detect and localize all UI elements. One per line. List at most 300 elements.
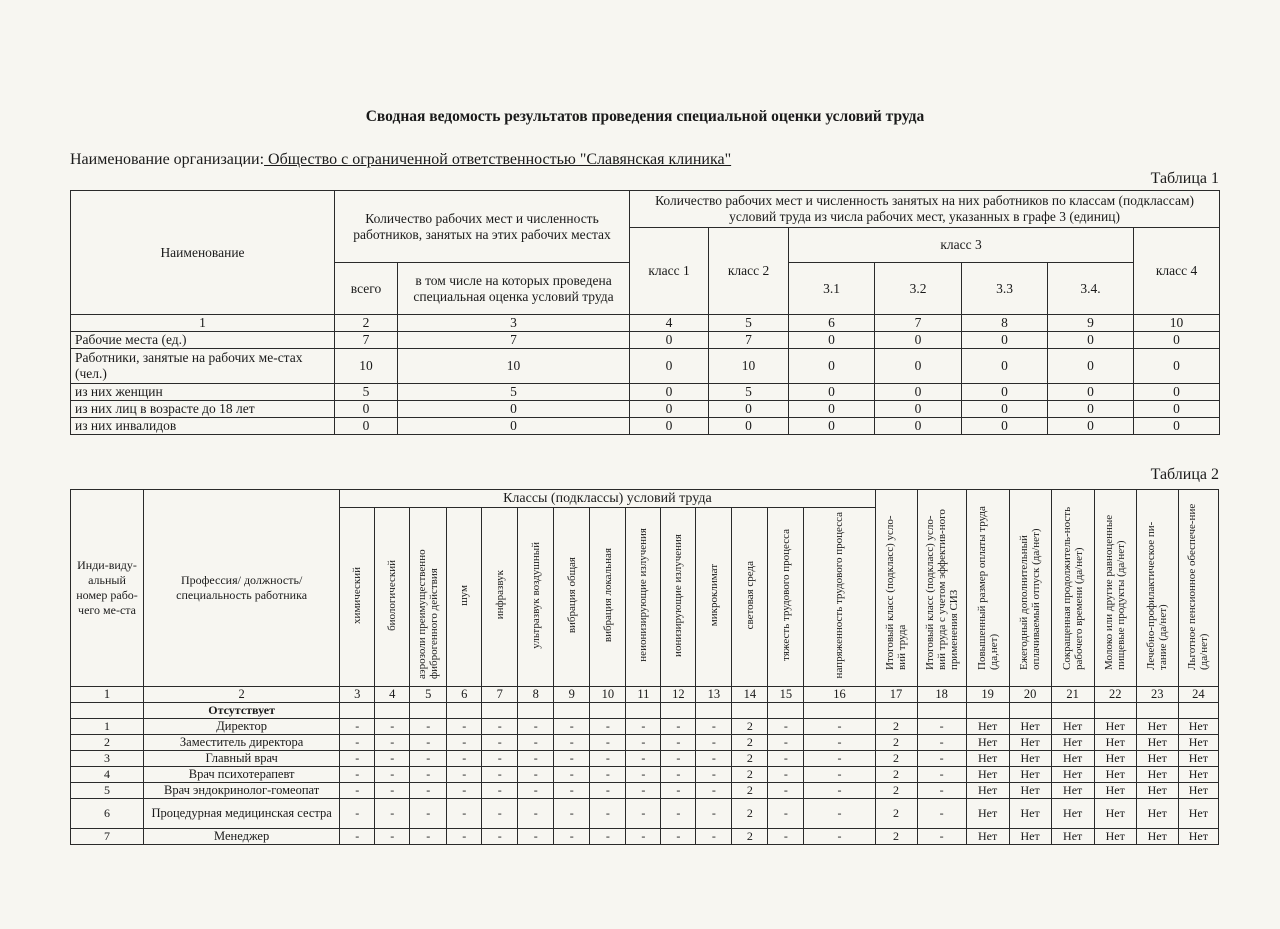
- t1-cell: 0: [962, 384, 1048, 401]
- t1-header-3-1: 3.1: [789, 263, 875, 315]
- t2-cell: -: [804, 767, 875, 783]
- t2-section-empty: [732, 703, 768, 719]
- t2-cell: Нет: [1178, 767, 1218, 783]
- t1-cell: 0: [1134, 418, 1220, 435]
- t2-cell: -: [447, 735, 482, 751]
- t2-colnum: 16: [804, 687, 875, 703]
- t2-section-row: [71, 703, 1219, 719]
- t2-header-result-label: Ежегодный дополнительный оплачиваемый отпуск (да/нет): [1018, 528, 1043, 670]
- t1-colnum: 1: [71, 315, 335, 332]
- t2-cell: -: [768, 719, 804, 735]
- t2-cell: Нет: [1009, 829, 1051, 845]
- t2-row-profession: Врач психотерапевт: [144, 767, 340, 783]
- t1-row-label: из них женщин: [71, 384, 335, 401]
- t1-cell: 10: [398, 349, 630, 384]
- t2-cell: Нет: [966, 783, 1009, 799]
- t1-row: [71, 418, 1220, 435]
- t1-cell: 0: [789, 401, 875, 418]
- t2-cell: 2: [875, 735, 917, 751]
- t2-cell: -: [375, 767, 410, 783]
- t2-section-empty: [966, 703, 1009, 719]
- t2-section-empty: [875, 703, 917, 719]
- t2-colnum: 11: [626, 687, 661, 703]
- t2-colnum: 4: [375, 687, 410, 703]
- t2-cell: Нет: [1136, 799, 1178, 829]
- t2-cell: -: [375, 783, 410, 799]
- t1-column-numbers: [71, 315, 1220, 332]
- t2-header-factor-label: вибрация общая: [565, 556, 578, 634]
- t2-cell: Нет: [966, 719, 1009, 735]
- t2-cell: -: [375, 735, 410, 751]
- t2-section-empty: [340, 703, 375, 719]
- t1-header-3-2: 3.2: [875, 263, 962, 315]
- t1-cell: 0: [1048, 349, 1134, 384]
- t2-header-factor: [804, 508, 875, 687]
- t2-cell: -: [340, 751, 375, 767]
- t2-cell: Нет: [1136, 783, 1178, 799]
- t2-cell: Нет: [1094, 735, 1136, 751]
- t2-header-result-label: Льготное пенсионное обеспече-ние (да/нет): [1186, 503, 1211, 670]
- t2-cell: Нет: [1009, 751, 1051, 767]
- t2-cell: -: [554, 719, 590, 735]
- t1-cell: 0: [962, 349, 1048, 384]
- t2-row-profession: Заместитель директора: [144, 735, 340, 751]
- t1-cell: 0: [1134, 349, 1220, 384]
- t2-cell: Нет: [1051, 767, 1094, 783]
- t2-cell: -: [661, 719, 696, 735]
- t2-section-empty: [482, 703, 518, 719]
- t1-header-assessed: в том числе на которых проведена специальная оценка условий труда: [398, 263, 630, 315]
- t2-colnum: 24: [1178, 687, 1218, 703]
- t2-cell: -: [804, 751, 875, 767]
- t2-cell: Нет: [966, 735, 1009, 751]
- t2-cell: -: [482, 783, 518, 799]
- t2-cell: -: [554, 767, 590, 783]
- t2-cell: Нет: [1094, 829, 1136, 845]
- t2-cell: -: [518, 829, 554, 845]
- t1-cell: 0: [962, 401, 1048, 418]
- t2-colnum: 23: [1136, 687, 1178, 703]
- t1-cell: 0: [962, 418, 1048, 435]
- document-title: Сводная ведомость результатов проведения специальной оценки условий труда: [365, 108, 925, 125]
- t2-cell: -: [554, 829, 590, 845]
- t2-cell: -: [518, 799, 554, 829]
- t2-row: [71, 735, 1219, 751]
- t2-cell: -: [375, 829, 410, 845]
- t2-cell: Нет: [1094, 799, 1136, 829]
- t2-colnum: 18: [917, 687, 966, 703]
- t2-cell: Нет: [966, 799, 1009, 829]
- t1-cell: 0: [709, 401, 789, 418]
- t1-cell: 0: [709, 418, 789, 435]
- t2-cell: -: [554, 783, 590, 799]
- t2-cell: -: [518, 735, 554, 751]
- t2-cell: Нет: [1094, 783, 1136, 799]
- t2-cell: 2: [732, 783, 768, 799]
- t2-section-empty: [410, 703, 447, 719]
- t2-header-factor: [518, 508, 554, 687]
- t1-cell: 0: [789, 332, 875, 349]
- t2-cell: -: [482, 767, 518, 783]
- t2-row-id: 7: [71, 829, 144, 845]
- t1-cell: 5: [398, 384, 630, 401]
- t2-cell: Нет: [1051, 719, 1094, 735]
- t1-cell: 0: [1134, 332, 1220, 349]
- t1-cell: 10: [335, 349, 398, 384]
- t2-cell: -: [696, 799, 732, 829]
- t2-colnum: 8: [518, 687, 554, 703]
- t2-cell: -: [768, 783, 804, 799]
- t1-cell: 5: [709, 384, 789, 401]
- t2-header-factor-label: неионизирующие излучения: [637, 528, 650, 662]
- t2-section-empty: [1051, 703, 1094, 719]
- t2-section-empty: [1009, 703, 1051, 719]
- t2-header-factor: [375, 508, 410, 687]
- t2-header-result-label: Итоговый класс (подкласс) усло-вий труда: [884, 515, 909, 670]
- t2-cell: -: [626, 783, 661, 799]
- t2-row: [71, 719, 1219, 735]
- t2-header-classes-group: Классы (подклассы) условий труда: [340, 490, 875, 508]
- t2-header-factor: [661, 508, 696, 687]
- t1-colnum: 4: [630, 315, 709, 332]
- t2-colnum: 13: [696, 687, 732, 703]
- t2-cell: -: [410, 719, 447, 735]
- t2-cell: Нет: [1178, 783, 1218, 799]
- t1-cell: 0: [630, 401, 709, 418]
- t1-row-label: из них инвалидов: [71, 418, 335, 435]
- t1-header-classes-group: Количество рабочих мест и численность занятых на них работников по классам (подклассам) условий труда из числа рабочих мест, указанных в графе 3 (единиц): [630, 191, 1220, 228]
- t2-cell: 2: [875, 751, 917, 767]
- t1-cell: 7: [709, 332, 789, 349]
- t1-cell: 0: [1048, 384, 1134, 401]
- t2-cell: Нет: [1178, 751, 1218, 767]
- t2-cell: Нет: [1178, 799, 1218, 829]
- t2-cell: -: [340, 767, 375, 783]
- t2-cell: -: [917, 783, 966, 799]
- t2-cell: Нет: [1009, 783, 1051, 799]
- t2-cell: Нет: [966, 751, 1009, 767]
- t2-cell: -: [482, 829, 518, 845]
- t2-header-factor-label: инфразвук: [493, 570, 506, 620]
- t1-row: [71, 332, 1220, 349]
- t1-cell: 0: [630, 332, 709, 349]
- t2-header-factor: [340, 508, 375, 687]
- t2-section-empty: [518, 703, 554, 719]
- t1-cell: 5: [335, 384, 398, 401]
- t2-cell: Нет: [1178, 735, 1218, 751]
- t2-row: [71, 767, 1219, 783]
- t2-cell: -: [518, 783, 554, 799]
- t2-colnum: 20: [1009, 687, 1051, 703]
- t2-row: [71, 783, 1219, 799]
- t2-cell: -: [661, 829, 696, 845]
- t2-column-numbers: [71, 687, 1219, 703]
- t1-row-label: из них лиц в возрасте до 18 лет: [71, 401, 335, 418]
- t2-header-factor-label: световая среда: [743, 560, 756, 630]
- organization-label: Наименование организации:: [70, 151, 265, 168]
- t1-colnum: 3: [398, 315, 630, 332]
- t2-cell: Нет: [1051, 783, 1094, 799]
- t2-row-id: 4: [71, 767, 144, 783]
- t2-cell: -: [626, 735, 661, 751]
- t2-cell: -: [917, 735, 966, 751]
- table2-caption: Таблица 2: [1150, 466, 1219, 483]
- t1-cell: 0: [335, 418, 398, 435]
- t1-row: [71, 349, 1220, 384]
- t2-colnum: 1: [71, 687, 144, 703]
- t2-colnum: 9: [554, 687, 590, 703]
- t1-header-class4: класс 4: [1134, 228, 1220, 315]
- t2-cell: Нет: [1051, 735, 1094, 751]
- t2-cell: 2: [875, 799, 917, 829]
- t2-cell: -: [554, 751, 590, 767]
- t2-cell: -: [626, 829, 661, 845]
- t2-row-id: 2: [71, 735, 144, 751]
- t2-header-factor-label: вибрация локальная: [601, 547, 614, 643]
- t2-cell: -: [661, 799, 696, 829]
- t2-header-result: [1009, 490, 1051, 687]
- t1-colnum: 8: [962, 315, 1048, 332]
- t2-cell: -: [804, 719, 875, 735]
- t2-cell: -: [590, 735, 626, 751]
- t2-cell: -: [375, 751, 410, 767]
- t2-header-result: [966, 490, 1009, 687]
- t2-cell: -: [804, 799, 875, 829]
- t2-header-profession: Профессия/ должность/ специальность работника: [144, 490, 340, 687]
- t2-header-result: [1051, 490, 1094, 687]
- t2-cell: 2: [875, 783, 917, 799]
- organization-name: Общество с ограниченной ответственностью "Славянская клиника": [264, 151, 732, 168]
- t2-colnum: 6: [447, 687, 482, 703]
- t2-cell: Нет: [1136, 751, 1178, 767]
- t1-cell: 0: [335, 401, 398, 418]
- t2-cell: -: [768, 735, 804, 751]
- t2-header-factor: [696, 508, 732, 687]
- t2-cell: -: [447, 767, 482, 783]
- t2-header-factor: [554, 508, 590, 687]
- t2-cell: -: [482, 751, 518, 767]
- t2-cell: -: [590, 783, 626, 799]
- t2-cell: -: [626, 799, 661, 829]
- t2-section-empty: [590, 703, 626, 719]
- t2-header-factor: [626, 508, 661, 687]
- t1-cell: 0: [875, 349, 962, 384]
- t2-cell: -: [410, 735, 447, 751]
- t2-colnum: 21: [1051, 687, 1094, 703]
- t1-colnum: 7: [875, 315, 962, 332]
- t2-row-id: 1: [71, 719, 144, 735]
- t2-colnum: 22: [1094, 687, 1136, 703]
- t2-cell: Нет: [1051, 829, 1094, 845]
- t2-cell: -: [375, 719, 410, 735]
- t2-section-empty: [1178, 703, 1218, 719]
- t2-cell: Нет: [1009, 767, 1051, 783]
- t2-section-empty: [696, 703, 732, 719]
- t2-colnum: 3: [340, 687, 375, 703]
- t2-colnum: 7: [482, 687, 518, 703]
- t2-header-factor: [732, 508, 768, 687]
- t2-section-empty: [661, 703, 696, 719]
- t2-header-factor-label: аэрозоли преимущественно фиброгенного действия: [416, 549, 441, 679]
- t2-header-result-label: Итоговый класс (подкласс) усло-вий труда с учетом эффектив-ного применения СИЗ: [923, 509, 960, 670]
- t2-colnum: 5: [410, 687, 447, 703]
- t1-cell: 0: [875, 418, 962, 435]
- t2-section-empty: [71, 703, 144, 719]
- t2-section-empty: [1094, 703, 1136, 719]
- t2-cell: -: [590, 767, 626, 783]
- t2-cell: -: [804, 735, 875, 751]
- t2-header-result-label: Молоко или другие равноценные пищевые продукты (да/нет): [1103, 514, 1128, 670]
- t1-cell: 0: [789, 384, 875, 401]
- t1-cell: 0: [398, 401, 630, 418]
- t2-cell: -: [554, 735, 590, 751]
- t2-header-result: [1178, 490, 1218, 687]
- t2-colnum: 2: [144, 687, 340, 703]
- t2-cell: -: [447, 751, 482, 767]
- t1-cell: 0: [1048, 332, 1134, 349]
- t2-header-result-label: Повышенный размер оплаты труда (да,нет): [975, 506, 1000, 670]
- t2-header-factor-label: напряженность трудового процесса: [833, 511, 846, 679]
- t2-row: [71, 751, 1219, 767]
- t2-section-empty: [447, 703, 482, 719]
- t1-cell: 0: [789, 349, 875, 384]
- t1-colnum: 9: [1048, 315, 1134, 332]
- t2-cell: -: [768, 799, 804, 829]
- t2-row-id: 3: [71, 751, 144, 767]
- t1-colnum: 10: [1134, 315, 1220, 332]
- t2-cell: -: [340, 799, 375, 829]
- t2-cell: Нет: [1051, 751, 1094, 767]
- t2-header-result-label: Сокращенная продолжитель-ность рабочего времени (да/нет): [1060, 506, 1085, 670]
- t2-cell: 2: [875, 767, 917, 783]
- t2-cell: -: [410, 751, 447, 767]
- t1-cell: 0: [630, 384, 709, 401]
- t1-header-class1: класс 1: [630, 228, 709, 315]
- t2-cell: Нет: [1178, 719, 1218, 735]
- t2-header-factor: [482, 508, 518, 687]
- t1-header-total: всего: [335, 263, 398, 315]
- t2-cell: Нет: [1136, 829, 1178, 845]
- t2-header-factor-label: биологический: [386, 559, 399, 631]
- t2-row-id: 5: [71, 783, 144, 799]
- t2-row-profession: Процедурная медицинская сестра: [144, 799, 340, 829]
- t1-cell: 0: [875, 384, 962, 401]
- t2-cell: -: [375, 799, 410, 829]
- t2-cell: Нет: [966, 767, 1009, 783]
- t2-colnum: 17: [875, 687, 917, 703]
- t2-cell: -: [410, 783, 447, 799]
- t2-row: [71, 829, 1219, 845]
- t1-cell: 0: [630, 349, 709, 384]
- t2-header-id: Инди-виду-альный номер рабо-чего ме-ста: [71, 490, 144, 687]
- t1-header-class3: класс 3: [789, 228, 1134, 263]
- t2-section-empty: [626, 703, 661, 719]
- t2-cell: Нет: [1094, 767, 1136, 783]
- t2-cell: -: [804, 783, 875, 799]
- t2-cell: 2: [732, 751, 768, 767]
- t2-cell: Нет: [1136, 735, 1178, 751]
- t2-header-factor: [410, 508, 447, 687]
- table1: [70, 190, 1220, 435]
- t1-row-label: Работники, занятые на рабочих ме-стах (чел.): [71, 349, 335, 384]
- t2-cell: -: [917, 751, 966, 767]
- t2-section-empty: [554, 703, 590, 719]
- t1-header-workplaces-group: Количество рабочих мест и численность работников, занятых на этих рабочих местах: [335, 191, 630, 263]
- t2-cell: -: [917, 719, 966, 735]
- t2-cell: -: [768, 767, 804, 783]
- t2-cell: -: [447, 829, 482, 845]
- t2-cell: -: [518, 767, 554, 783]
- t2-cell: -: [340, 829, 375, 845]
- t1-cell: 7: [335, 332, 398, 349]
- t2-cell: Нет: [1094, 719, 1136, 735]
- t2-cell: -: [340, 735, 375, 751]
- t2-cell: -: [696, 783, 732, 799]
- t2-cell: -: [590, 719, 626, 735]
- t2-cell: -: [696, 751, 732, 767]
- t2-cell: Нет: [1136, 719, 1178, 735]
- t2-cell: -: [626, 751, 661, 767]
- t2-cell: -: [590, 799, 626, 829]
- t2-cell: Нет: [1094, 751, 1136, 767]
- t2-cell: -: [661, 735, 696, 751]
- t1-row: [71, 384, 1220, 401]
- t2-cell: -: [590, 829, 626, 845]
- t2-cell: -: [626, 719, 661, 735]
- t2-cell: -: [661, 767, 696, 783]
- t2-cell: -: [518, 719, 554, 735]
- t2-header-result: [1136, 490, 1178, 687]
- t2-cell: -: [590, 751, 626, 767]
- t2-colnum: 14: [732, 687, 768, 703]
- t2-cell: -: [482, 719, 518, 735]
- t2-cell: Нет: [1178, 829, 1218, 845]
- t2-cell: -: [696, 829, 732, 845]
- t1-colnum: 6: [789, 315, 875, 332]
- t2-header-factor-label: химический: [351, 566, 364, 624]
- t2-row-profession: Врач эндокринолог-гомеопат: [144, 783, 340, 799]
- t2-header-result: [1094, 490, 1136, 687]
- t1-cell: 7: [398, 332, 630, 349]
- t2-row-id: 6: [71, 799, 144, 829]
- t2-cell: -: [917, 829, 966, 845]
- t2-cell: Нет: [1009, 719, 1051, 735]
- t2-header-factor: [447, 508, 482, 687]
- t2-cell: -: [626, 767, 661, 783]
- t2-header-factor-label: шум: [458, 584, 471, 606]
- organization-line: [70, 151, 731, 169]
- t1-header-3-3: 3.3: [962, 263, 1048, 315]
- t2-cell: Нет: [1009, 799, 1051, 829]
- t2-row-profession: Менеджер: [144, 829, 340, 845]
- t2-header-result: [875, 490, 917, 687]
- t2-cell: -: [340, 719, 375, 735]
- t2-cell: -: [768, 829, 804, 845]
- t2-colnum: 19: [966, 687, 1009, 703]
- t2-header-result-label: Лечебно-профилактическое пи-тание (да/нет): [1145, 521, 1170, 670]
- t2-cell: -: [696, 735, 732, 751]
- t1-colnum: 5: [709, 315, 789, 332]
- t2-cell: 2: [732, 735, 768, 751]
- t2-cell: 2: [875, 719, 917, 735]
- t1-cell: 0: [875, 401, 962, 418]
- t1-cell: 0: [630, 418, 709, 435]
- t2-cell: -: [447, 799, 482, 829]
- t2-cell: Нет: [1009, 735, 1051, 751]
- t2-cell: 2: [732, 719, 768, 735]
- t1-row: [71, 401, 1220, 418]
- t2-cell: -: [696, 719, 732, 735]
